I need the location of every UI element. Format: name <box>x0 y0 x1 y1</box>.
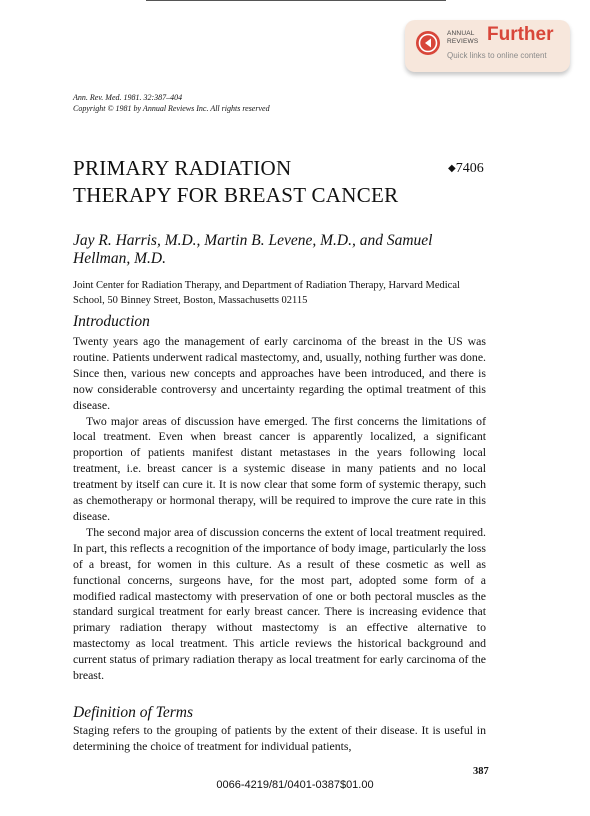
badge-annual-text: ANNUAL <box>447 30 475 37</box>
title-line-1: PRIMARY RADIATION <box>73 156 292 180</box>
article-code-number: 7406 <box>455 161 484 176</box>
authors: Jay R. Harris, M.D., Martin B. Levene, M.D., and Samuel Hellman, M.D. <box>73 232 433 267</box>
paragraph: Two major areas of discussion have emerged. The first concerns the limitations of local treatment. Even when breast cancer is apparently localized, a significant proportion of patients manifest distant metastases in the years following local treatment, i.e. breast cancer is a systemic disease in many patients and no local treatment by itself can cure it. It is now clear that some form of systemic therapy, such as chemotherapy or hormonal therapy, will be required to improve the cure rate in this disease. <box>73 413 486 523</box>
page-number: 387 <box>473 766 489 777</box>
paragraph: Twenty years ago the management of early carcinoma of the breast in the US was routine. Patients underwent radical mastectomy, and, usually, nothing further was done. Since then, various new concepts and approaches have been introduced, and there is now considerable controversy and uncertainty regarding the optimal treatment of this disease. <box>73 334 486 412</box>
introduction-body <box>73 334 486 684</box>
further-badge[interactable] <box>405 20 570 72</box>
annual-reviews-wordmark <box>447 30 478 45</box>
article-title <box>73 155 398 209</box>
article-code <box>448 161 484 177</box>
title-line-2: THERAPY FOR BREAST CANCER <box>73 183 399 207</box>
section-heading-definition: Definition of Terms <box>73 704 193 721</box>
journal-citation: Ann. Rev. Med. 1981. 32:387–404 <box>73 93 183 102</box>
badge-reviews-text: REVIEWS <box>447 37 479 45</box>
citation-block <box>73 93 270 114</box>
further-word: Further <box>487 24 554 45</box>
further-subtitle: Quick links to online content <box>447 51 547 60</box>
definition-body <box>73 723 486 755</box>
top-rule <box>146 0 446 1</box>
footer-code: 0066-4219/81/0401-0387$01.00 <box>216 779 374 791</box>
copyright-line: Copyright © 1981 by Annual Reviews Inc. All rights reserved <box>73 103 270 113</box>
section-heading-introduction: Introduction <box>73 313 150 330</box>
paragraph: Staging refers to the grouping of patients by the extent of their disease. It is useful in determining the choice of treatment for individual patients, <box>73 723 486 753</box>
paragraph: The second major area of discussion concerns the extent of local treatment required. In part, this reflects a recognition of the importance of body image, particularly the loss of a breast, for women in this culture. As a result of these cosmetic as well as functional concerns, surgeons have, for the most part, adopted some form of a modified radical mastectomy with preservation of one or both pectoral muscles as the standard surgical treatment for early breast cancer. There is increasing evidence that primary radiation therapy without mastectomy is an effective alternative to mastectomy as local treatment. This article reviews the historical background and current status of primary radiation therapy as local treatment for early carcinoma of the breast. <box>73 524 486 683</box>
affiliation: Joint Center for Radiation Therapy, and Department of Radiation Therapy, Harvard Medical School, 50 Binney Street, Boston, Massachusetts 02115 <box>73 280 460 306</box>
diamond-icon: ◆ <box>448 163 456 174</box>
play-circle-icon <box>415 30 441 56</box>
